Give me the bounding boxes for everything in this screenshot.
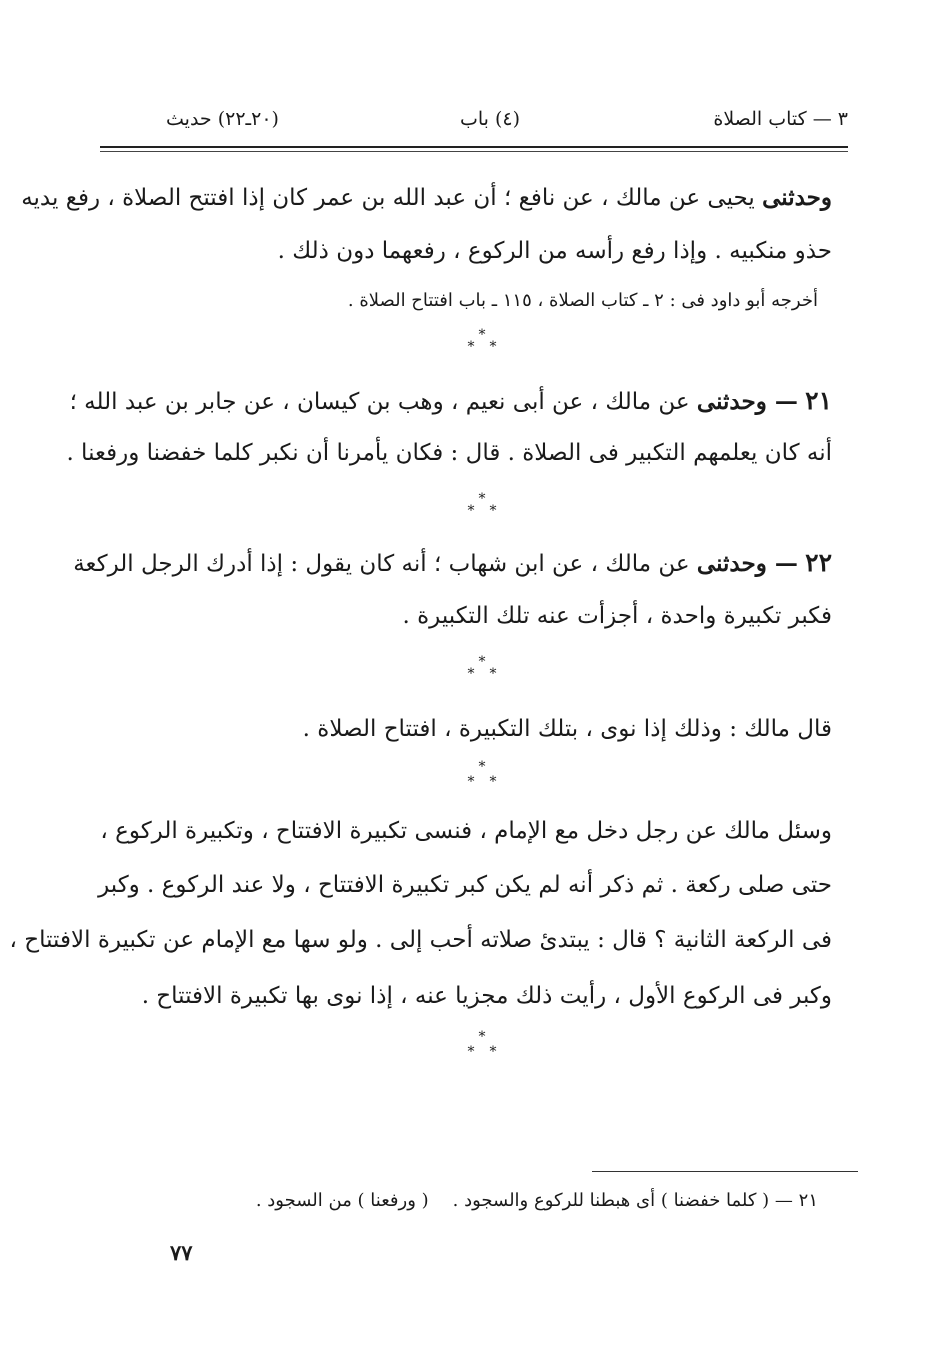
malik-note-line-1: قال مالك : وذلك إذا نوى ، بتلك التكبيرة ، افتتاح الصلاة . [302, 716, 832, 742]
running-header [100, 108, 848, 138]
hadith-22-line-2: فكبر تكبيرة واحدة ، أجزأت عنه تلك التكبيرة . [402, 603, 832, 629]
hadith-22-line-1 [73, 548, 832, 577]
hadith-20-line-2: حذو منكبيه . وإذا رفع رأسه من الركوع ، رفعهما دون ذلك . [277, 238, 832, 264]
hadith-21-number: ٢١ [805, 386, 832, 415]
footnote [256, 1190, 818, 1211]
hadith-22-lead: — وحدثنى [696, 550, 798, 577]
malik-question-line-1: وسئل مالك عن رجل دخل مع الإمام ، فنسى تكبيرة الافتتاح ، وتكبيرة الركوع ، [100, 818, 832, 844]
malik-question-line-2: حتى صلى ركعة . ثم ذكر أنه لم يكن كبر تكبيرة الافتتاح ، ولا عند الركوع . وكبر [98, 872, 832, 898]
page-number: ٧٧ [170, 1240, 193, 1265]
header-hadith-range: (٢٠ـ٢٢) حديث [166, 108, 279, 130]
header-rule-thin [100, 151, 848, 152]
header-rule [100, 146, 848, 148]
hadith-21-line-1 [69, 386, 832, 415]
hadith-20-line-1 [21, 184, 832, 211]
hadith-20-text-1: يحيى عن مالك ، عن نافع ؛ أن عبد الله بن عمر كان إذا افتتح الصلاة ، رفع يديه [21, 185, 755, 211]
footnote-part-2: ( ورفعنا ) من السجود . [255, 1190, 429, 1211]
hadith-21-text-1: عن مالك ، عن أبى نعيم ، وهب بن كيسان ، عن جابر بن عبد الله ؛ [69, 389, 690, 415]
hadith-21-line-2: أنه كان يعلمهم التكبير فى الصلاة . قال : فكان يأمرنا أن نكبر كلما خفضنا ورفعنا . [66, 440, 832, 466]
footnote-rule [592, 1171, 858, 1172]
footnote-part-1: ٢١ — ( كلما خفضنا ) أى هبطنا للركوع والسجود . [452, 1190, 818, 1211]
book-page: ٣ — كتاب الصلاة (٤) باب (٢٠ـ٢٢) حديث وحدثنى يحيى عن مالك ، عن نافع ؛ أن عبد الله بن عمر كان إذا افتتح الصلاة ، رفع يديه حذو منكبيه . وإذا رفع رأسه من الركوع ، رفعهما دون ذلك . أخرجه أبو داود فى : ٢ ـ كتاب الصلاة ، ١١٥ ـ باب افتتاح الصلاة . * * * ٢١ — وحدثنى عن مالك ، عن أبى نعيم ، وهب بن كيسان ، عن جابر بن عبد الله ؛ أنه كان يعلمهم التكبير فى الصلاة . قال : فكان يأمرنا أن نكبر كلما خفضنا ورفعنا . * * * ٢٢ — وحدثنى عن مالك ، عن ابن شهاب ؛ أنه كان يقول : إذا أدرك الرجل الركعة فكبر تكبيرة واحدة ، أجزأت عنه تلك التكبيرة . * * * قال مالك : وذلك إذا نوى ، بتلك التكبيرة ، افتتاح الصلاة . * * * وسئل مالك عن رجل دخل مع الإمام ، فنسى تكبيرة الافتتاح ، وتكبيرة الركوع ، حتى صلى ركعة . ثم ذكر أنه لم يكن كبر تكبيرة الافتتاح ، ولا عند الركوع . وكبر فى الركعة الثانية ؟ قال : يبتدئ صلاته أحب إلى . ولو سها مع الإمام عن تكبيرة الافتتاح ، وكبر فى الركوع الأول ، رأيت ذلك مجزيا عنه ، إذا نوى بها تكبيرة الافتتاح . * * * ٢١ — ( كلما خفضنا ) أى هبطنا للركوع والسجود .( ورفعنا ) من السجود . ٧٧ [0, 0, 948, 1355]
header-section: (٤) باب [460, 108, 521, 130]
malik-question-line-4: وكبر فى الركوع الأول ، رأيت ذلك مجزيا عنه ، إذا نوى بها تكبيرة الافتتاح . [141, 983, 832, 1009]
header-chapter: ٣ — كتاب الصلاة [713, 108, 848, 130]
malik-question-line-3: فى الركعة الثانية ؟ قال : يبتدئ صلاته أحب إلى . ولو سها مع الإمام عن تكبيرة الافتتاح ، [9, 927, 832, 953]
hadith-22-text-1: عن مالك ، عن ابن شهاب ؛ أنه كان يقول : إذا أدرك الرجل الركعة [73, 551, 690, 577]
hadith-21-lead: — وحدثنى [696, 388, 798, 415]
hadith-20-lead: وحدثنى [762, 184, 832, 211]
hadith-20-reference: أخرجه أبو داود فى : ٢ ـ كتاب الصلاة ، ١١٥ ـ باب افتتاح الصلاة . [347, 290, 818, 311]
hadith-22-number: ٢٢ [805, 548, 832, 577]
